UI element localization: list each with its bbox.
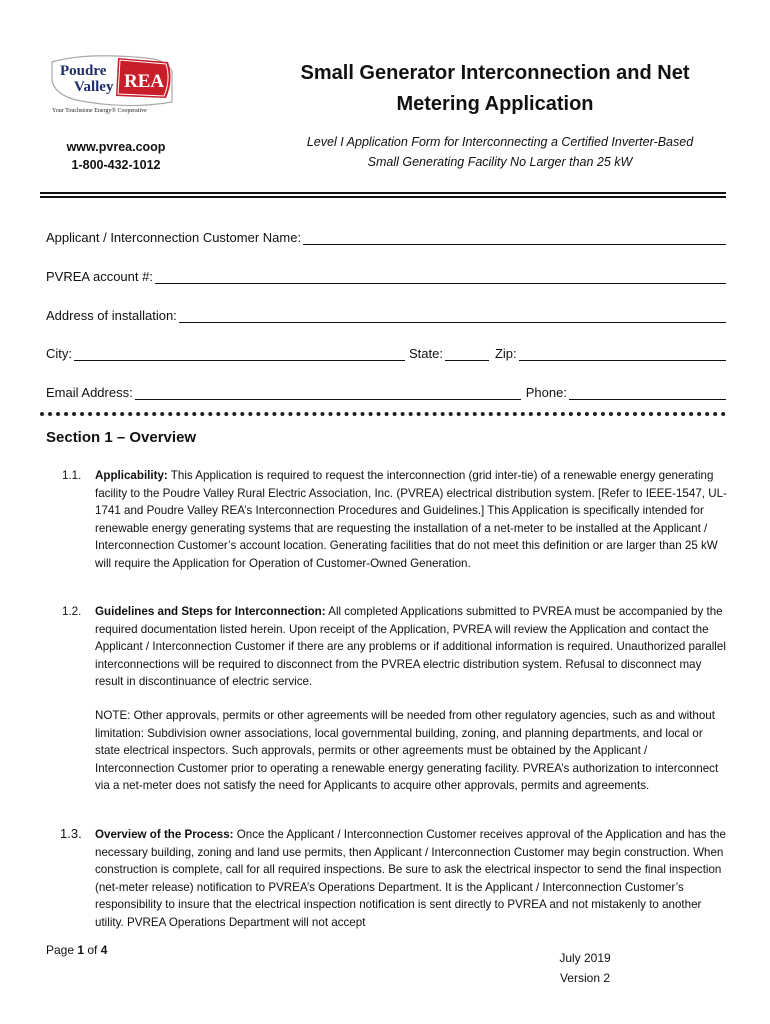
city-field[interactable] (74, 346, 405, 361)
guidelines-title: Guidelines and Steps for Interconnection: (95, 605, 326, 618)
contact-block (46, 138, 186, 174)
svg-text:REA: REA (124, 71, 165, 92)
document-title: Small Generator Interconnection and Net Metering Application (300, 62, 690, 115)
phone-number: 1-800-432-1012 (71, 158, 161, 172)
header-divider-top (40, 192, 726, 194)
name-field-row (46, 230, 726, 245)
svg-text:Poudre: Poudre (60, 63, 107, 79)
name-field[interactable] (303, 230, 726, 245)
name-label: Applicant / Interconnection Customer Name: (46, 230, 302, 245)
overview-process-title: Overview of the Process: (95, 828, 234, 841)
applicability-title: Applicability: (95, 469, 168, 482)
state-label: State: (409, 346, 443, 361)
zip-field[interactable] (519, 346, 726, 361)
item-number: 1.2. (62, 605, 82, 618)
address-label: Address of installation: (46, 308, 177, 323)
item-number: 1.3. (60, 826, 82, 841)
phone-field[interactable] (569, 385, 726, 400)
address-field-row (46, 308, 726, 323)
revision-date: July 2019 (559, 951, 611, 965)
logo-tagline: Your Touchstone Energy® Cooperative (52, 108, 147, 114)
header-divider-bottom (40, 196, 726, 198)
section-1-heading: Section 1 – Overview (46, 429, 197, 446)
paragraph-applicability: Applicability: This Application is required to request the interconnection (grid inter-tie) of a renewable energy generating facility to the Poudre Valley Rural Electric Association, Inc. (PVREA) electrical distribution system. [Refer to IEEE-1547, UL-1741 and Poudre Valley REA’s Interconnection Procedures and Guidelines.] This Application is specifically intended for renewable energy generating systems that are requesting the installation of a net-meter to be installed at the Applicant / Interconnection Customer’s account location. Generating facilities that do not meet this definition or are larger than 25 kW will require the Application for Operation of Customer-Owned Generation. (95, 469, 727, 570)
section-divider (40, 412, 726, 416)
zip-label: Zip: (494, 346, 517, 361)
item-number: 1.1. (62, 469, 82, 482)
phone-label: Phone: (525, 385, 567, 400)
account-field[interactable] (155, 269, 726, 284)
email-phone-row (46, 385, 726, 400)
paragraph-note: NOTE: Other approvals, permits or other agreements will be needed from other regulatory agencies, such as and without limitation: Subdivision owner associations, local governmental building, zoning, and planning departments, and local or state electrical inspectors. Such approvals, permits or other agreements must be obtained by the Applicant / Interconnection Customer prior to operating a renewable energy generating facility. PVREA’s authorization to interconnect via a net-meter does not satisfy the need for Applicants to acquire other approvals, permits and agreements. (95, 709, 719, 792)
paragraph-overview-process: Overview of the Process: Once the Applicant / Interconnection Customer receives approval of the Application and has the necessary building, zoning and land use permits, then Applicant / Interconnection Customer may begin construction. When construction is complete, call for all required inspections. Be sure to ask the electrical inspector to send the final inspection (net-meter release) notification to PVREA’s Operations Department. It is the Applicant / Interconnection Customer’s responsibility to insure that the electrical inspection notification is sent directly to PVREA and not mistakenly to another utility. PVREA Operations Department will not accept (95, 828, 726, 929)
svg-text:Valley: Valley (74, 79, 114, 95)
revision-version: Version 2 (559, 971, 611, 985)
revision-info (520, 948, 650, 988)
website-link[interactable]: www.pvrea.coop (66, 140, 166, 154)
state-field[interactable] (445, 346, 489, 361)
paragraph-guidelines: Guidelines and Steps for Interconnection: All completed Applications submitted to PVREA must be accompanied by the required documentation listed herein. Upon receipt of the Application, PVREA will review the Application and contact the Applicant / Interconnection Customer if there are any problems or if additional information is required. Unauthorized parallel interconnections will be required to disconnect from the PVREA electric distribution system. Refusal to disconnect may result in discontinuance of electric service. (95, 605, 726, 688)
city-state-zip-row (46, 346, 726, 361)
city-label: City: (46, 346, 72, 361)
email-label: Email Address: (46, 385, 133, 400)
address-field[interactable] (179, 308, 726, 323)
page-indicator: Page 1 of 4 (46, 943, 108, 957)
account-label: PVREA account #: (46, 269, 153, 284)
document-subtitle: Level I Application Form for Interconnecting a Certified Inverter-Based Small Generating Facility No Larger than 25 kW (306, 135, 694, 169)
email-field[interactable] (135, 385, 521, 400)
account-field-row (46, 269, 726, 284)
